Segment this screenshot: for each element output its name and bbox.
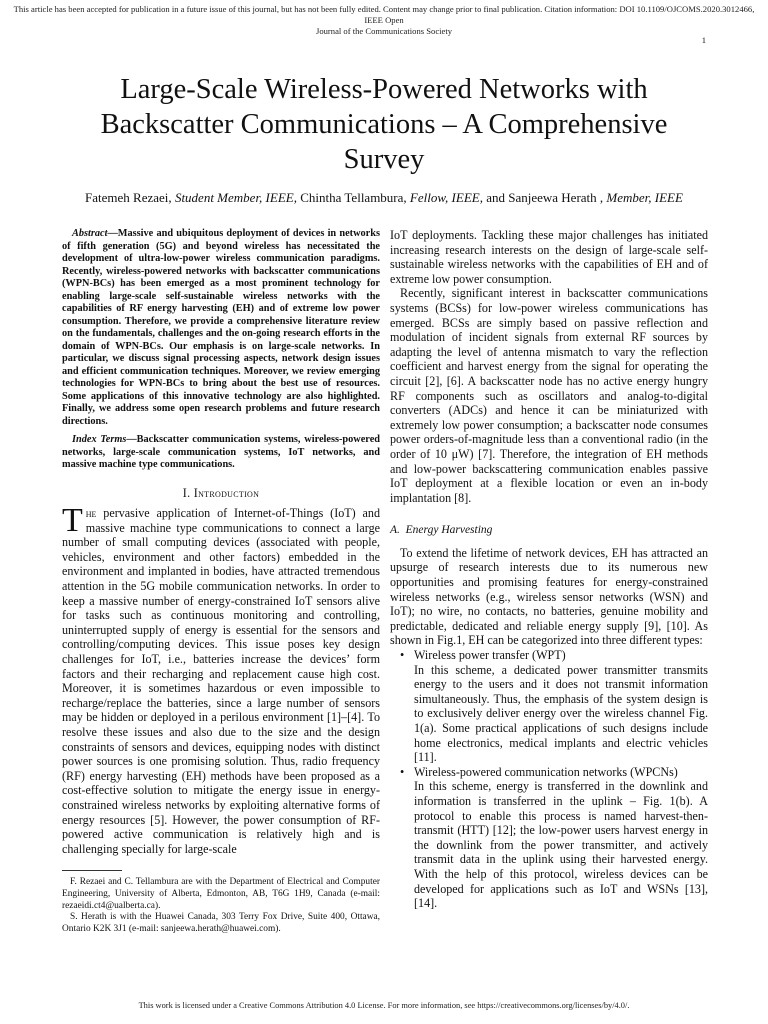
- energy-harvesting-paragraph: To extend the lifetime of network devices, EH has attracted an upsurge of research interests due to its numerous new opportunities and promising features for energy-constrained wireless networks (e.g., wireless sensor networks (WSN) and IoT); no wire, no contacts, no batteries, genuine mobility and predictable, dedicated and reliable energy supply [9], [10]. As shown in Fig.1, EH can be categorized into three different types:: [390, 545, 708, 648]
- publication-notice-line1: This article has been accepted for publication in a future issue of this journal, but has not been fully edited. Content may change prior to final publication. Citation information: DOI 10.1109/OJCOMS.2020.3012466, IEEE Open: [13, 4, 755, 25]
- subsection-title: Energy Harvesting: [405, 524, 493, 537]
- section-heading-introduction: [62, 486, 380, 501]
- eh-types-list: [390, 648, 708, 911]
- footnote-divider: [62, 870, 122, 871]
- intro-paragraph-2: Recently, significant interest in backscatter communications systems (BCSs) for low-power wireless communications has emerged. BCSs are simply based on passive reflection and modulation of incident signals from external RF sources by adapting the level of antenna mismatch to vary the reflection coefficient and harvest energy from the signal for operating the circuit [2], [6]. A backscatter node has no active energy hungry RF components such as oscillators and analog-to-digital converters (ADCs) and hence it can be miniaturized with extremely low power consumption; a backscatter node consumes power orders-of-magnitude less than a conventional radio (in the order of 10 μW) [7]. Therefore, the integration of EH methods and low-power backscattering communication enables passive IoT deployment at a flexible location or even an in-body implantation [8].: [390, 286, 708, 505]
- author-3: and Sanjeewa Herath ,: [486, 190, 604, 205]
- index-terms-label: Index Terms: [72, 434, 127, 445]
- author-1: Fatemeh Rezaei,: [85, 190, 172, 205]
- first-word: he: [85, 506, 97, 521]
- intro-paragraph-1-text: pervasive application of Internet-of-Things (IoT) and massive machine type communications to connect a large number of small computing devices (associated with people, vehicles, environment and other factors) embedded in the environment and implanted in bodies, have attracted tremendous attention in the 5G mobile communication networks. In order to keep a massive number of energy-constrained IoT sensors alive for tasks such as continuous monitoring and controlling, uninterrupted supply of energy is essential for the sensors and controlling/computing devices. This issue poses key design challenges for IoT, i.e., batteries increase the devices’ form factors and their recharging and replacement cause high cost. Moreover, it is sometimes hazardous or even impossible to recharge/replace the batteries, since a large number of sensors may be hidden or deployed in a perilous environment [1]–[4]. To resolve these issues and also due to the size and the design constraints of sensors and devices, equipping nodes with distinct power sources is one promising solution. Thus, radio frequency (RF) energy harvesting (EH) methods have been proposed as a cost-effective solution to mitigate the energy issue in energy-constrained wireless networks by exploiting alternative forms of energy resources [5]. However, the power consumption of RF-powered active communication is relatively high and is challenging specially for large-scale: [62, 506, 380, 856]
- paper-title: [40, 72, 728, 177]
- list-item-body: In this scheme, energy is transferred in the downlink and information is transferred in the uplink – Fig. 1(b). A protocol to enable this process is named harvest-then-transmit (HTT) [12]; the low-power users harvest energy in the downlink from the power transmitter, and actively transmit data in the uplink using their harvested energy. With the help of this protocol, wireless devices can be developed for applications such as IoT and WSNs [13], [14].: [414, 779, 708, 911]
- drop-cap: T: [62, 502, 83, 540]
- author-3-role: Member, IEEE: [606, 190, 683, 205]
- index-terms-text: —Backscatter communication systems, wireless-powered networks, large-scale communication systems, IoT networks, and massive machine type communications.: [62, 434, 380, 470]
- list-item: [414, 765, 708, 911]
- author-2-role: Fellow, IEEE,: [409, 190, 483, 205]
- title-line-2: Backscatter Communications – A Comprehensive: [100, 109, 668, 140]
- list-item: [414, 648, 708, 765]
- section-title: Introduction: [193, 485, 260, 500]
- subsection-heading-energy-harvesting: [390, 523, 708, 538]
- abstract-text: —Massive and ubiquitous deployment of devices in networks of fifth generation (5G) and beyond wireless has necessitated the development of ultra-low-power wireless communication paradigms. Recently, wireless-powered networks with backscatter communications (WPN-BCs) has been emerged as a most prominent technology for enabling large-scale self-sustainable wireless networks with the capabilities of RF energy harvesting (EH) and of extreme low power consumption. Therefore, we provide a comprehensive literature review on the fundamentals, challenges and the on-going research efforts in the domain of WPN-BCs. Our emphasis is on large-scale networks. In particular, we discuss signal processing aspects, network design issues and efficient communication techniques. Moreover, we review emerging technologies for WPN-BCs to bring about the best use of resources. Some applications of this innovative technology are also highlighted. Finally, we address some open research problems and future research directions.: [62, 228, 380, 427]
- author-1-role: Student Member, IEEE,: [174, 190, 297, 205]
- list-item-body: In this scheme, a dedicated power transmitter transmits energy to the users and it does not transmit information simultaneously. Thus, the emphasis of the system design is to exclusively deliver energy over the wireless channel Fig. 1(a). Some practical applications of such designs include home electronics, medical implants and electric vehicles [11].: [414, 662, 708, 765]
- license-notice: This work is licensed under a Creative Commons Attribution 4.0 License. For more information, see https://creativecommons.org/licenses/by/4.0/.: [138, 1001, 630, 1010]
- publication-notice: [10, 4, 758, 37]
- title-line-1: Large-Scale Wireless-Powered Networks with: [120, 74, 648, 105]
- footnote-affiliation-1: F. Rezaei and C. Tellambura are with the Department of Electrical and Computer Engineering, University of Alberta, Edmonton, AB, T6G 1H9, Canada (e-mail: rezaeidi.ct4@ualberta.ca).: [62, 877, 380, 911]
- intro-paragraph-1-continued: IoT deployments. Tackling these major challenges has initiated increasing research interests on the design of large-scale self-sustainable wireless networks with the capabilities of EH and of extreme low power consumption.: [390, 228, 708, 286]
- abstract: [62, 228, 380, 428]
- page-number: 1: [701, 35, 706, 45]
- author-2: Chintha Tellambura,: [300, 190, 407, 205]
- author-list: [20, 190, 748, 206]
- intro-paragraph-1: [62, 502, 380, 856]
- abstract-label: Abstract: [72, 228, 108, 239]
- subsection-label: A.: [390, 524, 400, 537]
- index-terms: [62, 434, 380, 472]
- right-column: [390, 228, 708, 911]
- footnote-affiliation-2: S. Herath is with the Huawei Canada, 303 Terry Fox Drive, Suite 400, Ottawa, Ontario K2K 3J1 (e-mail: sanjeewa.herath@huawei.com).: [62, 912, 380, 934]
- left-column: [62, 228, 380, 935]
- list-item-heading: • Wireless-powered communication networks (WPCNs): [414, 764, 678, 779]
- publication-notice-line2: Journal of the Communications Society: [315, 26, 453, 36]
- title-line-3: Survey: [343, 144, 425, 175]
- list-item-heading: • Wireless power transfer (WPT): [414, 648, 566, 663]
- section-number: I.: [182, 485, 191, 500]
